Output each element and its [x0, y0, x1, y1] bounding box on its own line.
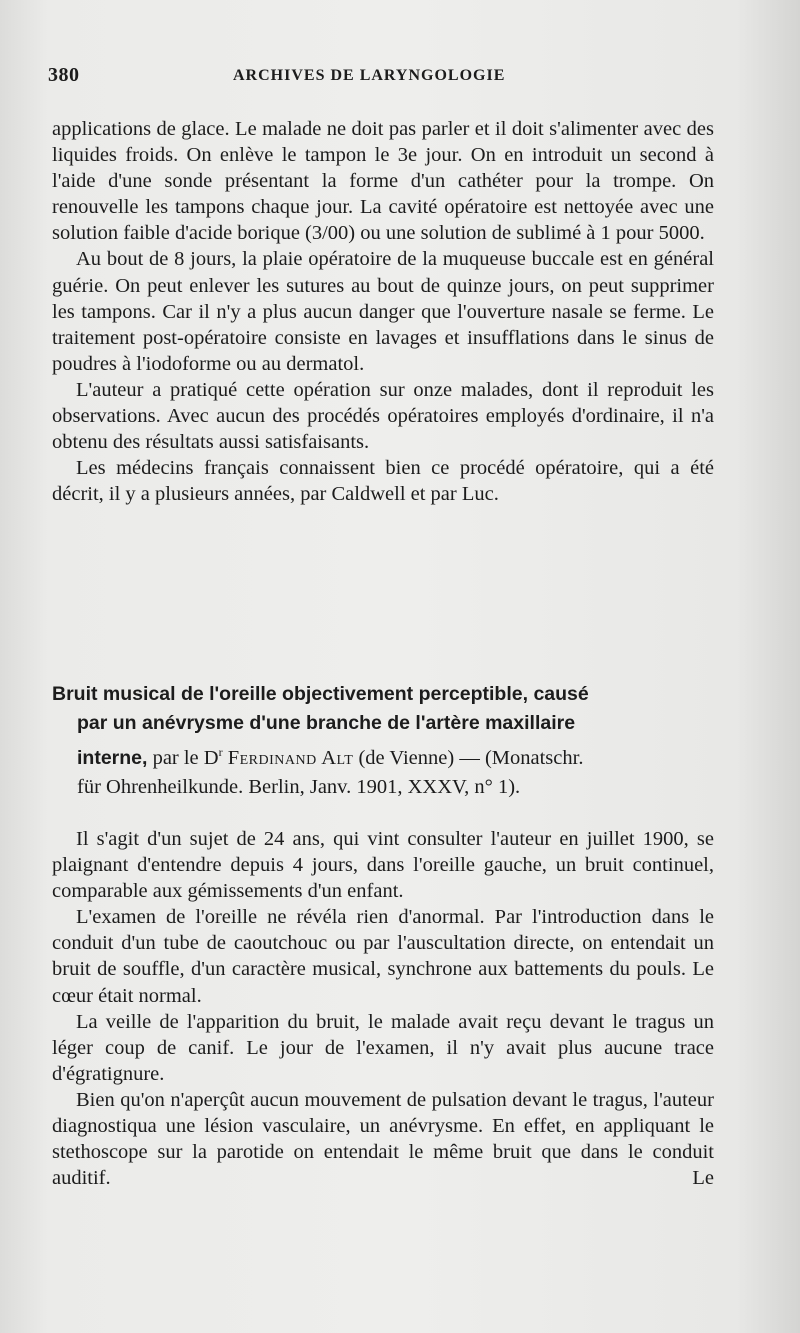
- article-title-line: interne, par le $D^r$ Ferdinand Alt (de Vienne) — (Monatschr.: [77, 745, 584, 769]
- paragraph: Les médecins français connaissent bien ce procédé opératoire, qui a été décrit, il y a plusieurs années, par Caldwell et par Luc.: [52, 457, 714, 506]
- paragraph: applications de glace. Le malade ne doit pas parler et il doit s'alimenter avec des liquides froids. On enlève le tampon le 3e jour. On en introduit un second à l'aide d'une sonde présentant la forme d'un cathéter pour la trompe. On renouvelle les tampons chaque jour. La cavité opératoire est nettoyée avec une solution faible d'acide borique (3/00) ou une solution de sublimé à 1 pour 5000.: [52, 118, 714, 245]
- body-text-bottom: [52, 826, 714, 1191]
- paragraph: L'examen de l'oreille ne révéla rien d'anormal. Par l'introduction dans le conduit d'un tube de caoutchouc ou par l'auscultation directe, on entendait un bruit de souffle, d'un caractère musical, synchrone aux battements du pouls. Le cœur était normal.: [52, 906, 714, 1007]
- paragraph: La veille de l'apparition du bruit, le malade avait reçu devant le tragus un léger coup de canif. Le jour de l'examen, il n'y avait plus aucune trace d'égratignure.: [52, 1010, 714, 1085]
- body-text-top: [52, 116, 714, 507]
- paragraph: Bien qu'on n'aperçût aucun mouvement de pulsation devant le tragus, l'auteur diagnostiqua une lésion vasculaire, un anévrysme. En effet, en appliquant le stethoscope sur la parotide on entendait le même bruit que dans le conduit auditif. Le: [52, 1088, 714, 1190]
- running-title: ARCHIVES DE LARYNGOLOGIE: [233, 67, 506, 84]
- article-heading: [52, 680, 714, 802]
- paragraph: Au bout de 8 jours, la plaie opératoire de la muqueuse buccale est en général guérie. On peut enlever les sutures au bout de quinze jours, on peut supprimer les tampons. Car il n'y a plus aucun danger que l'ouverture nasale se ferme. Le traitement post-opératoire consiste en lavages et insufflations dans le sinus de poudres à l'iodoforme ou au dermatol.: [52, 248, 714, 375]
- author-name: Ferdinand Alt: [227, 746, 354, 769]
- article-title-line: par un anévrysme d'une branche de l'artère maxillaire: [77, 712, 576, 734]
- article-citation: für Ohrenheilkunde. Berlin, Janv. 1901, XXXV, n° 1).: [77, 775, 521, 798]
- page-header: [48, 64, 748, 90]
- page-number: 380: [48, 64, 80, 86]
- article-title-line: Bruit musical de l'oreille objectivement perceptible, causé: [52, 683, 589, 705]
- paragraph: Il s'agit d'un sujet de 24 ans, qui vint consulter l'auteur en juillet 1900, se plaignant d'entendre depuis 4 jours, dans l'oreille gauche, un bruit continuel, comparable aux gémissements d'un enfant.: [52, 828, 714, 903]
- paragraph: L'auteur a pratiqué cette opération sur onze malades, dont il reproduit les observations. Avec aucun des procédés opératoires employés d'ordinaire, il n'a obtenu des résultats aussi satisfaisants.: [52, 378, 714, 454]
